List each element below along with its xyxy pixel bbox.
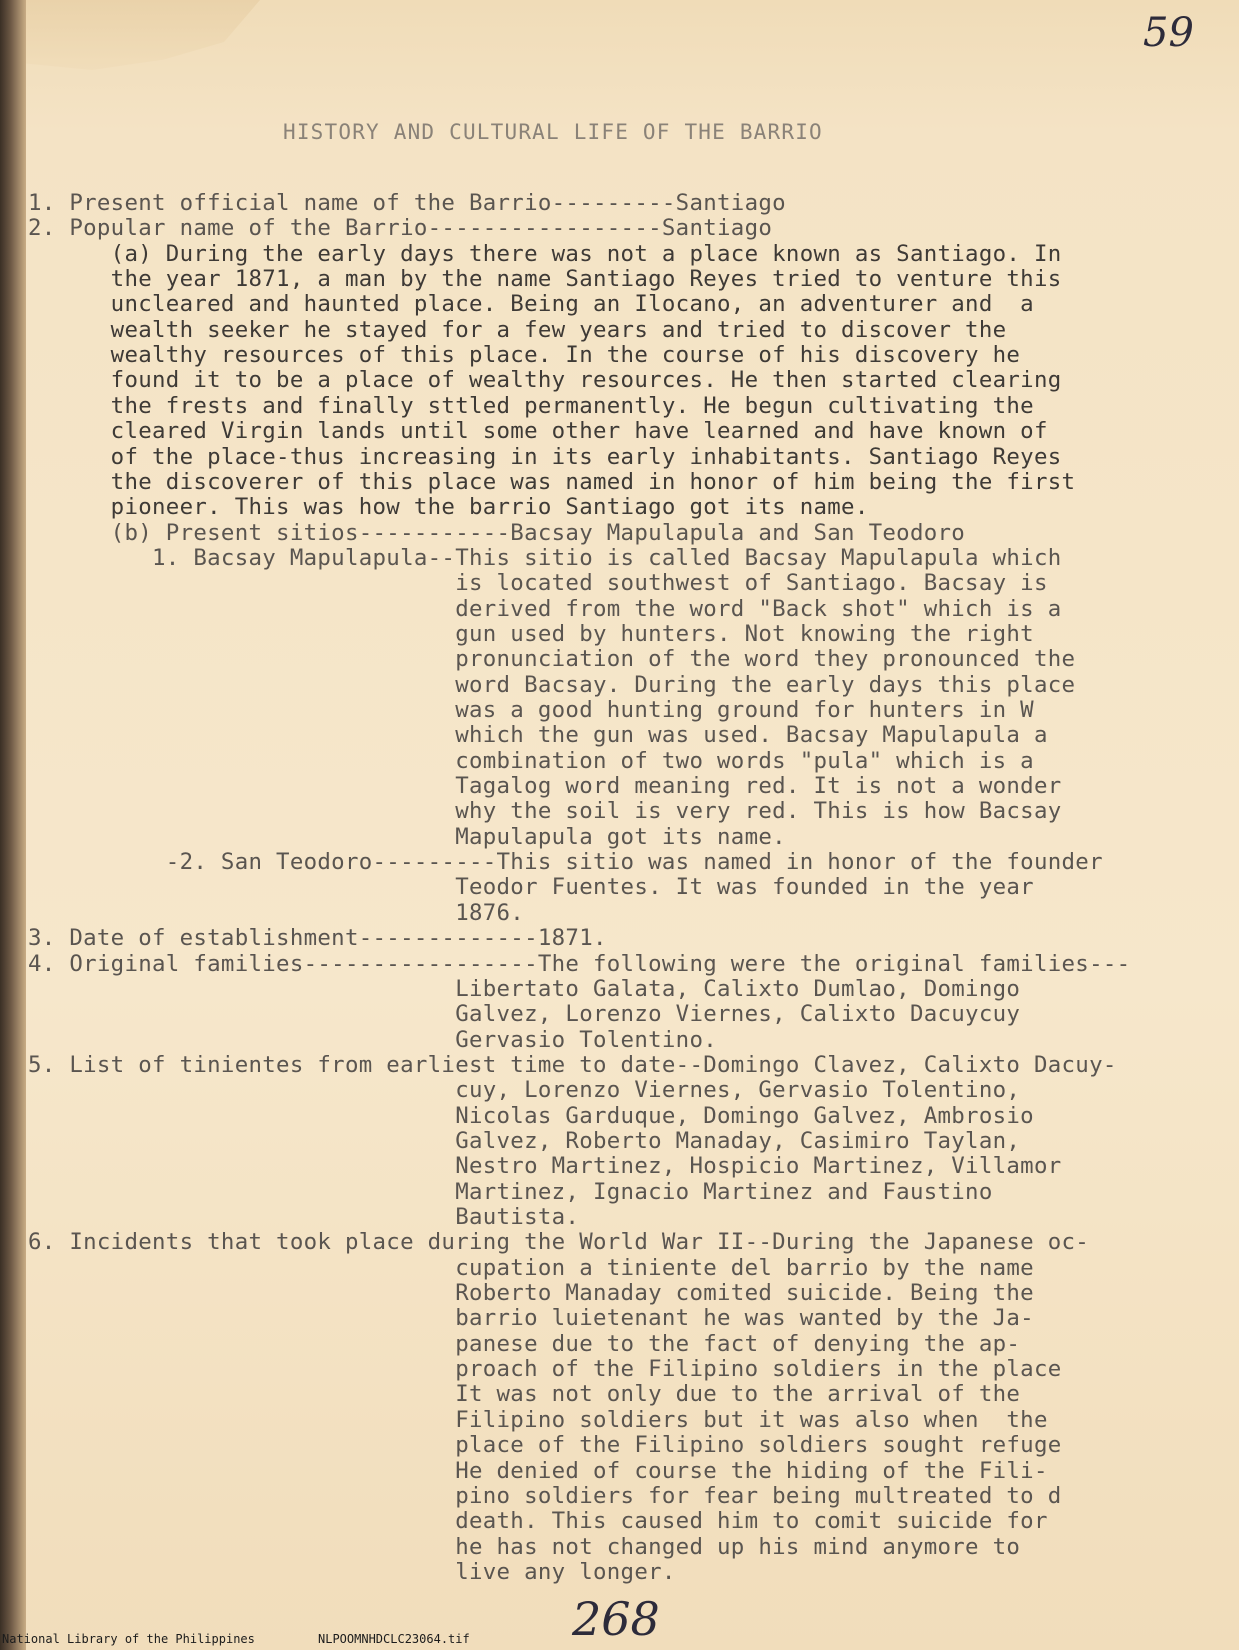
text-line: 3. Date of establishment-------------1871. [28, 925, 607, 952]
text-line: the year 1871, a man by the name Santiago Reyes tried to venture this [28, 266, 1062, 293]
text-line: 1. Bacsay Mapulapula--This sitio is called Bacsay Mapulapula which [28, 544, 1062, 571]
text-line: gun used by hunters. Not knowing the right [28, 620, 1034, 647]
text-line: 6. Incidents that took place during the World War II--During the Japanese oc- [28, 1229, 1090, 1256]
text-line: the frests and finally sttled permanently. He begun cultivating the [28, 392, 1034, 419]
text-line: cleared Virgin lands until some other have learned and have known of [28, 418, 1048, 445]
text-line: pronunciation of the word they pronounced the [28, 646, 1076, 673]
text-line: panese due to the fact of denying the ap- [28, 1330, 1021, 1357]
text-line: (a) During the early days there was not a place known as Santiago. In [28, 240, 1062, 267]
handwritten-number: 268 [572, 1592, 660, 1646]
text-line: why the soil is very red. This is how Bacsay [28, 798, 1062, 825]
text-line: was a good hunting ground for hunters in W [28, 697, 1034, 723]
text-line: Gervasio Tolentino. [28, 1026, 718, 1053]
text-line: wealth seeker he stayed for a few years and tried to discover the [28, 316, 1007, 343]
text-line: Libertato Galata, Calixto Dumlao, Domingo [28, 975, 1021, 1002]
text-line: of the place-thus increasing in its early inhabitants. Santiago Reyes [28, 443, 1062, 470]
text-line: pioneer. This was how the barrio Santiago got its name. [28, 494, 869, 521]
text-line: wealthy resources of this place. In the course of his discovery he [28, 342, 1021, 369]
page-number: 59 [1143, 10, 1194, 56]
text-line: cuy, Lorenzo Viernes, Gervasio Tolentino, [28, 1077, 1021, 1104]
text-line: cupation a tiniente del barrio by the name [28, 1254, 1034, 1281]
text-line: Roberto Manaday comited suicide. Being the [28, 1280, 1034, 1307]
text-line: Martinez, Ignacio Martinez and Faustino [28, 1178, 993, 1205]
text-line: combination of two words "pula" which is a [28, 747, 1034, 774]
text-line: derived from the word "Back shot" which is a [28, 595, 1062, 622]
text-line: 4. Original families-----------------The following were the original families--- [28, 950, 1131, 977]
footer-source: National Library of the Philippines [2, 1632, 255, 1646]
text-line: proach of the Filipino soldiers in the place [28, 1356, 1062, 1383]
text-line: Nestro Martinez, Hospicio Martinez, Villamor [28, 1153, 1062, 1180]
text-line: 2. Popular name of the Barrio-----------------Santiago [28, 215, 773, 242]
text-line: which the gun was used. Bacsay Mapulapula a [28, 722, 1048, 749]
text-line: Bautista. [28, 1204, 580, 1230]
text-line: death. This caused him to comit suicide for [28, 1508, 1048, 1535]
text-line: Tagalog word meaning red. It is not a wonder [28, 773, 1062, 800]
text-line: -2. San Teodoro---------This sitio was named in honor of the founder [28, 849, 1103, 876]
text-line: 5. List of tinientes from earliest time to date--Domingo Clavez, Calixto Dacuy- [28, 1051, 1117, 1078]
text-line: (b) Present sitios-----------Bacsay Mapulapula and San Teodoro [28, 519, 966, 546]
text-line: Mapulapula got its name. [28, 823, 786, 850]
text-line: the discoverer of this place was named in honor of him being the first [28, 468, 1076, 495]
text-line: Galvez, Lorenzo Viernes, Calixto Dacuycuy [28, 1001, 1021, 1028]
text-line: place of the Filipino soldiers sought refuge [28, 1432, 1062, 1459]
binding-edge [0, 0, 26, 1650]
text-line: Filipino soldiers but it was also when the [28, 1406, 1048, 1433]
text-line: 1. Present official name of the Barrio---------Santiago [28, 190, 786, 216]
text-line: Galvez, Roberto Manaday, Casimiro Taylan, [28, 1127, 1021, 1154]
text-line: He denied of course the hiding of the Fili- [28, 1457, 1048, 1484]
text-line: 1876. [28, 899, 525, 926]
text-line: Teodor Fuentes. It was founded in the year [28, 874, 1034, 901]
text-line: uncleared and haunted place. Being an Ilocano, an adventurer and a [28, 291, 1034, 318]
text-line: found it to be a place of wealthy resources. He then started clearing [28, 367, 1062, 394]
text-line: word Bacsay. During the early days this place [28, 671, 1076, 698]
footer-filename: NLPOOMNHDCLC23064.tif [318, 1632, 470, 1646]
text-line: he has not changed up his mind anymore to [28, 1533, 1021, 1560]
text-line: Nicolas Garduque, Domingo Galvez, Ambrosio [28, 1102, 1034, 1129]
text-line: barrio luietenant he was wanted by the Ja- [28, 1305, 1034, 1332]
text-line: live any longer. [28, 1558, 676, 1585]
text-line: It was not only due to the arrival of the [28, 1381, 1021, 1408]
document-title: HISTORY AND CULTURAL LIFE OF THE BARRIO [283, 120, 823, 144]
text-line: pino soldiers for fear being multreated to d [28, 1482, 1062, 1509]
text-line: is located southwest of Santiago. Bacsay is [28, 570, 1048, 597]
